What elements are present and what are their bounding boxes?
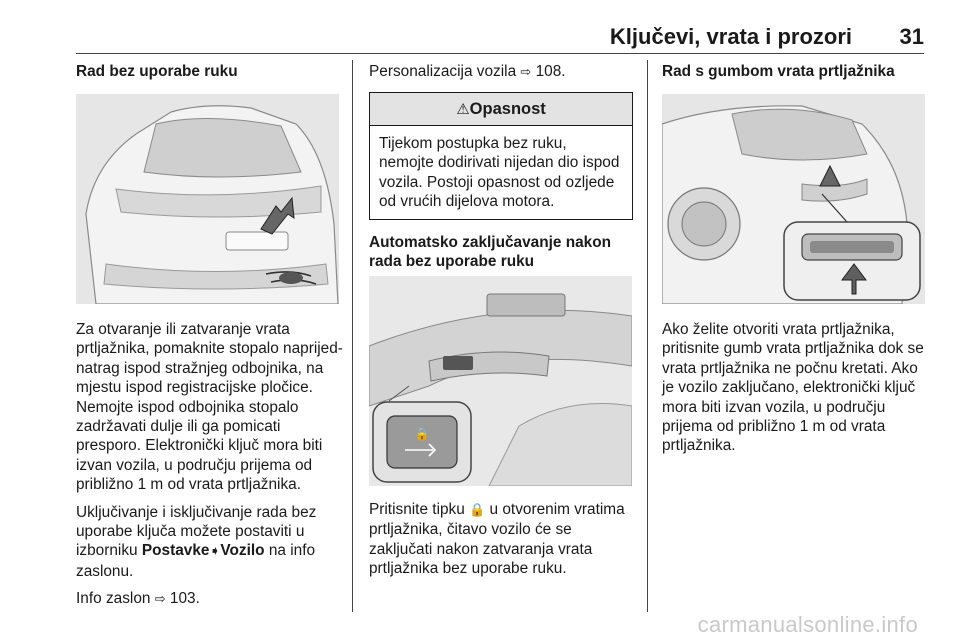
car-rear-illustration [76, 94, 339, 304]
paragraph-hands-free: Za otvaranje ili zatvaranje vrata prtljažnika, pomaknite stopalo naprijed-natrag ispod stražnjeg odbojnika, na mjestu ispod registracijske pločice. Nemojte ispod odbojnika stopalo zadržavati dulje ili ga pomicati presporo. Elektronički ključ mora biti izvan vozila, u području prijema od približno 1 m od vrata prtljažnika. [76, 321, 343, 494]
reference-arrow-icon: ⇨ [154, 592, 166, 608]
column-divider-1 [352, 60, 353, 612]
column-1-body [76, 320, 344, 618]
heading-auto-lock: Automatsko zaključavanje nakon rada bez uporabe ruku [369, 234, 612, 271]
danger-warning-box [369, 92, 633, 220]
column-3-body [662, 320, 930, 464]
paragraph-settings-post: na info zaslonu. [76, 542, 316, 580]
paragraph-auto-lock-post: u otvorenim vratima prtljažnika, čitavo vozilo će se zaključati nakon zatvaranja vrata prtljažnika bez uporabe ruku. [369, 501, 625, 578]
warning-header [370, 93, 632, 126]
ref-text: Info zaslon [76, 590, 151, 608]
paragraph-settings [76, 503, 344, 582]
column-2 [369, 62, 634, 90]
cross-reference-personalization[interactable] [369, 62, 634, 82]
paragraph-tailgate-button: Ako želite otvoriti vrata prtljažnika, pritisnite gumb vrata prtljažnika dok se vrata prtljažnika ne počnu kretati. Ako je vozilo zaključano, elektronički ključ mora biti izvan vozila, u području prijema od približno 1 m od vrata prtljažnika. [662, 321, 924, 455]
tailgate-button-illustration [662, 94, 925, 304]
page-header [0, 0, 960, 52]
page-number: 31 [899, 24, 924, 49]
figure-hands-free-rear-car [76, 94, 339, 304]
warning-title: Opasnost [469, 100, 546, 118]
menu-arrow-icon: ➧ [209, 544, 221, 560]
ref-page: 108. [535, 63, 566, 80]
tailgate-interior-illustration [369, 276, 632, 486]
column-divider-2 [647, 60, 648, 612]
column-2-body [369, 500, 635, 587]
heading-hands-free: Rad bez uporabe ruku [76, 63, 238, 80]
header-rule [76, 53, 924, 54]
figure-tailgate-lock-button [369, 276, 632, 486]
watermark: carmanualsonline.info [697, 612, 918, 637]
column-2-heading [369, 233, 631, 280]
paragraph-auto-lock-pre: Pritisnite tipku [369, 501, 470, 518]
menu-postavke: Postavke [141, 542, 210, 560]
lock-button-icon: 🔒 [469, 503, 486, 518]
figure-tailgate-button [662, 94, 925, 304]
section-title: Ključevi, vrata i prozori [609, 24, 852, 49]
ref-text: Personalizacija vozila [369, 63, 517, 80]
paragraph-auto-lock [369, 500, 635, 579]
column-1 [76, 62, 344, 89]
svg-text:🔒: 🔒 [414, 427, 430, 441]
ref-page: 103. [169, 590, 200, 608]
column-3 [662, 62, 930, 89]
cross-reference-info-display[interactable] [76, 589, 344, 609]
menu-vozilo: Vozilo [220, 542, 265, 560]
warning-triangle-icon: ⚠ [456, 100, 470, 118]
paragraph-settings-pre: Uključivanje i isključivanje rada bez uporabe ključa možete postaviti u izborniku [76, 503, 317, 560]
reference-arrow-icon: ⇨ [520, 65, 532, 80]
heading-tailgate-button: Rad s gumbom vrata prtljažnika [662, 63, 895, 80]
warning-body: Tijekom postupka bez ruku, nemojte dodirivati nijedan dio ispod vozila. Postoji opasnost od ozljede od vrućih dijelova motora. [379, 135, 620, 211]
